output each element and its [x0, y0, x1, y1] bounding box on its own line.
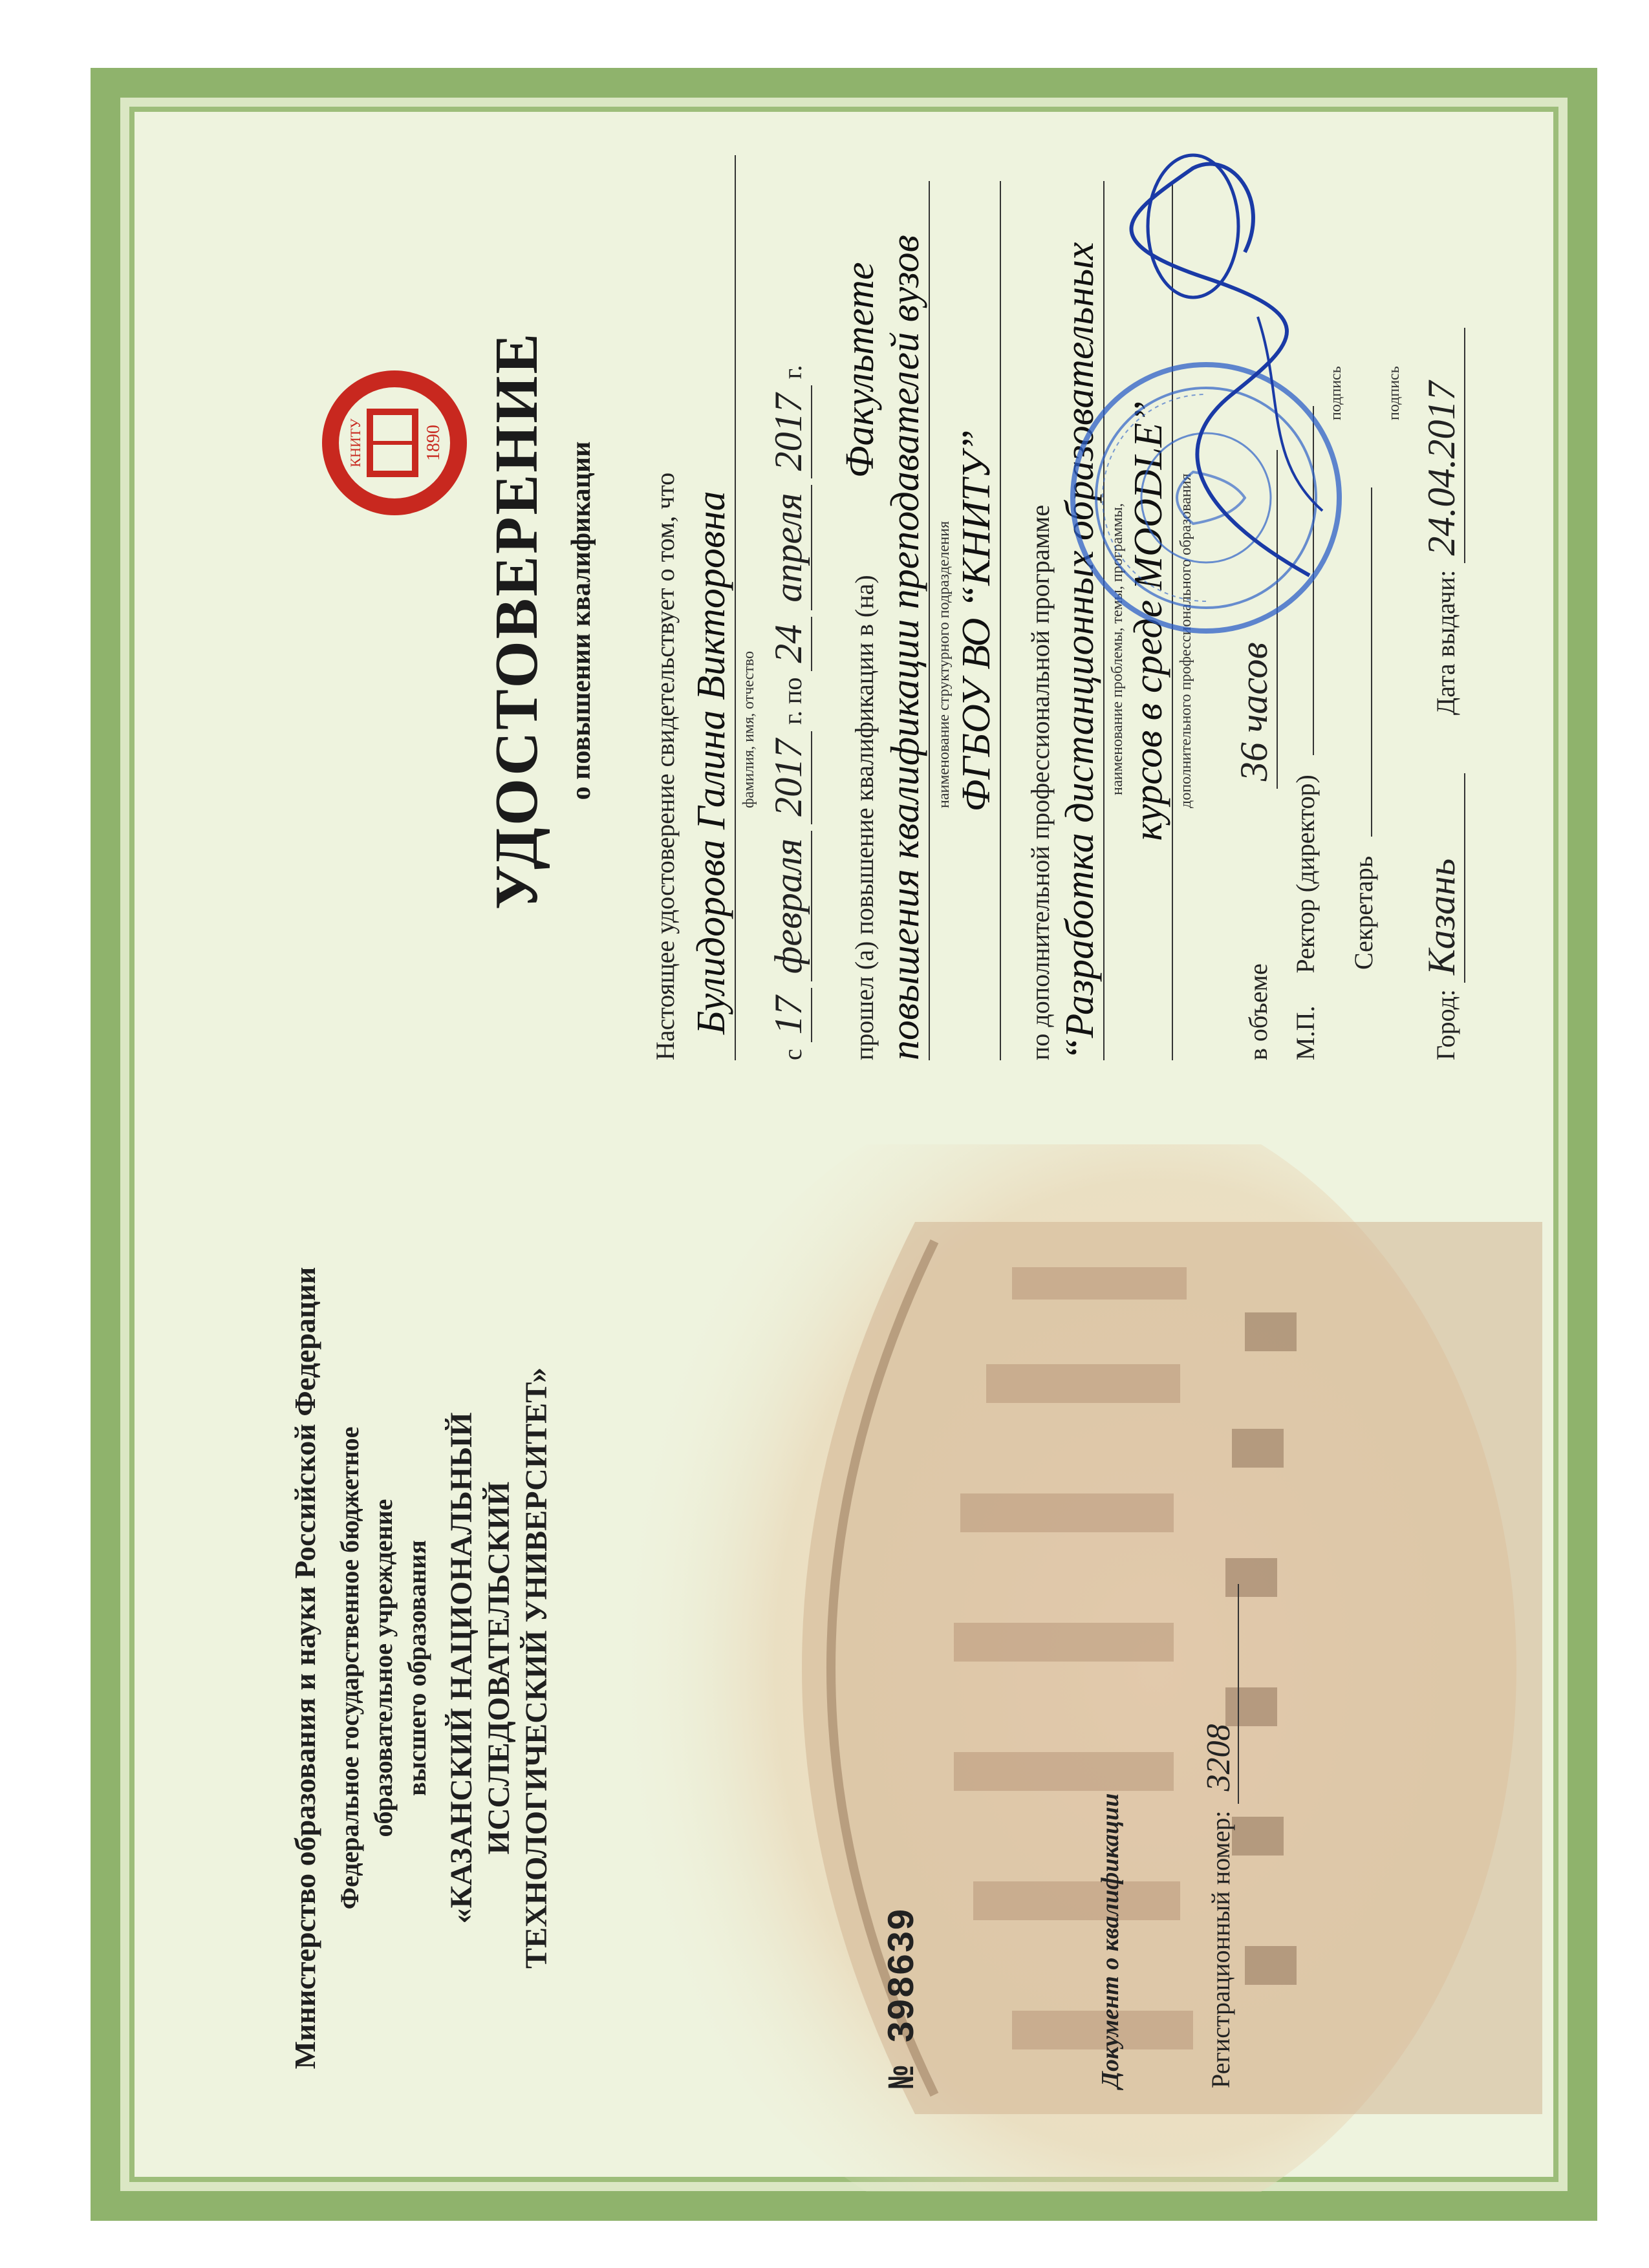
intro-text: Настоящее удостоверение свидетельствует о том, что [651, 472, 680, 1060]
certificate-title: УДОСТОВЕРЕНИЕ [483, 331, 550, 910]
period-from-year: 2017 [766, 731, 812, 824]
secretary-label: Секретарь [1349, 855, 1378, 970]
signature-caption-1: подпись [1328, 366, 1344, 420]
program-intro: по дополнительной профессиональной программе [1026, 504, 1055, 1060]
period-to-month: апреля [766, 485, 812, 610]
city-label: Город: [1431, 989, 1460, 1060]
period-year-suffix: г. [778, 711, 807, 725]
org-line-1: Федеральное государственное бюджетное [335, 1426, 364, 1910]
university-line-1: «КАЗАНСКИЙ НАЦИОНАЛЬНЫЙ [444, 1412, 479, 1924]
certificate-sheet [91, 68, 1597, 2221]
program-caption: наименование проблемы, темы, программы, [1109, 503, 1126, 795]
name-caption: фамилия, имя, отчество [740, 651, 757, 808]
ministry-name: Министерство образования и науки Российской Федерации [288, 1267, 321, 2070]
period-to-prefix: по [778, 677, 807, 704]
city-value: Казань [1419, 773, 1465, 983]
faculty-line-2: повышения квалификации преподавателей вузов [883, 181, 930, 1060]
org-line-2: образовательное учреждение [369, 1499, 398, 1837]
volume-value: 36 часов [1232, 450, 1278, 789]
certificate-content [120, 97, 1568, 2192]
signature-caption-2: подпись [1386, 366, 1403, 420]
faculty-row-2 [883, 181, 930, 1060]
program-line-2: курсов в среде MOODLE” [1126, 181, 1173, 1060]
rector-signature-icon [1116, 136, 1348, 588]
period-to-year: 2017 [766, 385, 812, 478]
rector-label: Ректор (директор) [1291, 775, 1320, 974]
period-from-prefix: с [778, 1049, 807, 1060]
certificate-subtitle: о повышении квалификации [566, 441, 596, 800]
university-line-2: ИССЛЕДОВАТЕЛЬСКИЙ [482, 1481, 516, 1855]
university-logo-icon [314, 362, 475, 524]
university-line-3: ТЕХНОЛОГИЧЕСКИЙ УНИВЕРСИТЕТ» [519, 1367, 554, 1969]
issue-date-value: 24.04.2017 [1419, 328, 1465, 563]
logo-abbr: КНИТУ [347, 418, 363, 467]
document-type: Документ о квалификации [1097, 1793, 1124, 2088]
certificate-right-page [120, 97, 1568, 1144]
faculty-row-3 [954, 181, 1001, 1060]
name-row [689, 181, 736, 1060]
program-line-1: “Разработка дистанционных образовательных [1057, 181, 1105, 1060]
faculty-line-3: ФГБОУ ВО “КНИТУ” [954, 181, 1001, 1060]
certificate-left-page [120, 1144, 1568, 2192]
issue-date-label: Дата выдачи: [1431, 570, 1460, 716]
city-date-row [1419, 181, 1465, 1060]
faculty-line-1: Факультете [838, 262, 882, 478]
passed-text: прошел (а) повышение квалификации в (на) [850, 575, 879, 1060]
period-to-day: 24 [766, 617, 812, 671]
period-end-suffix: г. [778, 365, 807, 380]
org-line-3: высшего образования [402, 1540, 431, 1796]
passed-row [837, 181, 883, 1060]
program-caption-2: дополнительного профессионального образования [1178, 473, 1194, 808]
document-number: № 398639 [883, 1908, 925, 2088]
period-from-month: февраля [766, 831, 812, 981]
registration-label: Регистрационный номер: [1206, 1810, 1235, 2088]
secretary-row [1348, 181, 1379, 1060]
volume-label: в объеме [1244, 963, 1273, 1060]
recipient-name: Булидорова Галина Викторовна [689, 155, 736, 1060]
period-from-day: 17 [766, 988, 812, 1042]
logo-year: 1890 [424, 425, 444, 461]
registration-number: 3208 [1200, 1585, 1239, 1804]
dept-caption: наименование структурного подразделения [936, 520, 953, 808]
mp-label: М.П. [1291, 1005, 1320, 1060]
period-row [766, 181, 812, 1060]
registration-row [1200, 1585, 1239, 2089]
